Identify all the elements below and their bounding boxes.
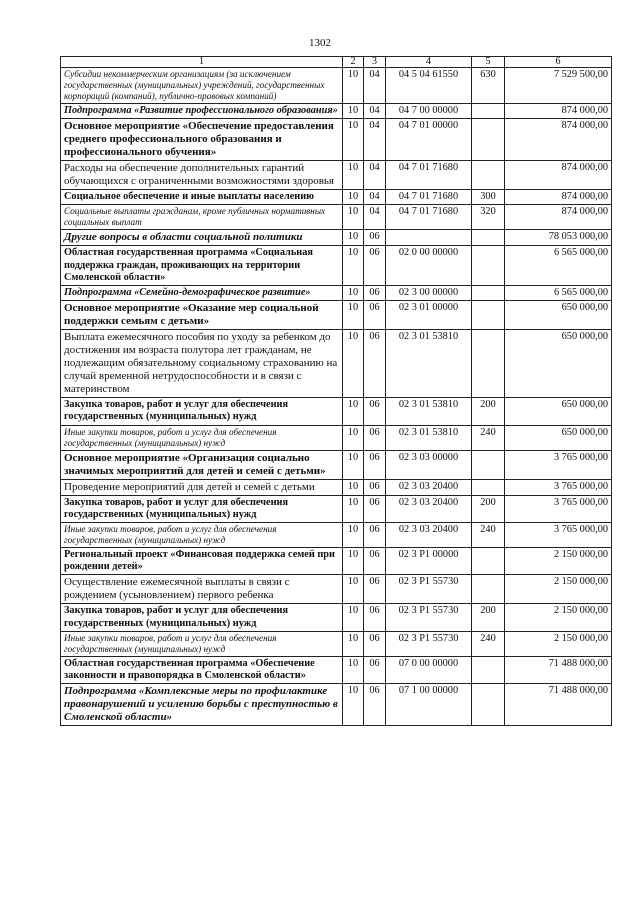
section-cell: 10 <box>343 230 364 246</box>
amount-cell: 650 000,00 <box>505 330 612 398</box>
row-name-cell: Подпрограмма «Развитие профессионального образования» <box>61 104 343 119</box>
subsection-cell: 06 <box>364 286 386 301</box>
expense-type-cell <box>472 450 505 479</box>
section-cell: 10 <box>343 425 364 450</box>
section-cell: 10 <box>343 684 364 726</box>
expense-type-cell <box>472 230 505 246</box>
amount-cell: 71 488 000,00 <box>505 684 612 726</box>
column-header: 3 <box>364 57 386 68</box>
section-cell: 10 <box>343 450 364 479</box>
subsection-cell: 06 <box>364 479 386 495</box>
target-code-cell: 02 3 03 20400 <box>386 523 472 548</box>
table-row <box>61 246 612 286</box>
section-cell: 10 <box>343 523 364 548</box>
expense-type-cell: 240 <box>472 631 505 656</box>
row-name-cell: Другие вопросы в области социальной политики <box>61 230 343 246</box>
subsection-cell: 06 <box>364 684 386 726</box>
section-cell: 10 <box>343 286 364 301</box>
column-header: 5 <box>472 57 505 68</box>
subsection-cell: 06 <box>364 301 386 330</box>
row-name-cell: Иные закупки товаров, работ и услуг для обеспечения государственных (муниципальных) нужд <box>61 425 343 450</box>
section-cell: 10 <box>343 479 364 495</box>
expense-type-cell <box>472 684 505 726</box>
expense-type-cell: 200 <box>472 398 505 425</box>
subsection-cell: 06 <box>364 548 386 575</box>
table-row <box>61 684 612 726</box>
target-code-cell: 07 0 00 00000 <box>386 656 472 683</box>
column-header: 6 <box>505 57 612 68</box>
section-cell: 10 <box>343 631 364 656</box>
table-row <box>61 301 612 330</box>
target-code-cell: 04 7 01 71680 <box>386 190 472 205</box>
subsection-cell: 06 <box>364 330 386 398</box>
row-name-cell: Закупка товаров, работ и услуг для обеспечения государственных (муниципальных) нужд <box>61 604 343 631</box>
subsection-cell: 06 <box>364 495 386 522</box>
expense-type-cell <box>472 286 505 301</box>
amount-cell: 874 000,00 <box>505 205 612 230</box>
expense-type-cell <box>472 330 505 398</box>
amount-cell: 874 000,00 <box>505 119 612 161</box>
amount-cell: 650 000,00 <box>505 398 612 425</box>
amount-cell: 3 765 000,00 <box>505 495 612 522</box>
amount-cell: 2 150 000,00 <box>505 548 612 575</box>
amount-cell: 78 053 000,00 <box>505 230 612 246</box>
subsection-cell: 06 <box>364 604 386 631</box>
amount-cell: 650 000,00 <box>505 425 612 450</box>
table-row <box>61 119 612 161</box>
subsection-cell: 04 <box>364 205 386 230</box>
row-name-cell: Социальное обеспечение и иные выплаты населению <box>61 190 343 205</box>
section-cell: 10 <box>343 330 364 398</box>
section-cell: 10 <box>343 68 364 104</box>
section-cell: 10 <box>343 575 364 604</box>
table-row <box>61 205 612 230</box>
row-name-cell: Субсидии некоммерческим организациям (за исключением государственных (муниципальных) учреждений, государственных корпораций (компаний), публично-правовых компаний) <box>61 68 343 104</box>
section-cell: 10 <box>343 104 364 119</box>
expense-type-cell: 320 <box>472 205 505 230</box>
amount-cell: 874 000,00 <box>505 161 612 190</box>
subsection-cell: 06 <box>364 631 386 656</box>
target-code-cell: 04 7 00 00000 <box>386 104 472 119</box>
target-code-cell: 02 3 01 53810 <box>386 398 472 425</box>
amount-cell: 3 765 000,00 <box>505 523 612 548</box>
expense-type-cell: 200 <box>472 604 505 631</box>
target-code-cell: 02 3 00 00000 <box>386 286 472 301</box>
amount-cell: 3 765 000,00 <box>505 450 612 479</box>
expense-type-cell <box>472 301 505 330</box>
section-cell: 10 <box>343 205 364 230</box>
page-number: 1302 <box>309 37 331 49</box>
expense-type-cell: 300 <box>472 190 505 205</box>
target-code-cell: 04 7 01 71680 <box>386 205 472 230</box>
table-row <box>61 398 612 425</box>
target-code-cell: 02 0 00 00000 <box>386 246 472 286</box>
amount-cell: 3 765 000,00 <box>505 479 612 495</box>
subsection-cell: 06 <box>364 656 386 683</box>
expense-type-cell: 240 <box>472 523 505 548</box>
row-name-cell: Социальные выплаты гражданам, кроме публичных нормативных социальных выплат <box>61 205 343 230</box>
expense-type-cell <box>472 656 505 683</box>
target-code-cell: 02 3 01 53810 <box>386 330 472 398</box>
section-cell: 10 <box>343 656 364 683</box>
target-code-cell: 02 3 P1 55730 <box>386 604 472 631</box>
amount-cell: 650 000,00 <box>505 301 612 330</box>
target-code-cell: 02 3 P1 00000 <box>386 548 472 575</box>
section-cell: 10 <box>343 398 364 425</box>
expense-type-cell <box>472 548 505 575</box>
table-row <box>61 230 612 246</box>
subsection-cell: 04 <box>364 104 386 119</box>
table-row <box>61 330 612 398</box>
target-code-cell: 04 5 04 61550 <box>386 68 472 104</box>
amount-cell: 6 565 000,00 <box>505 246 612 286</box>
table-row <box>61 450 612 479</box>
row-name-cell: Основное мероприятие «Оказание мер социальной поддержки семьям с детьми» <box>61 301 343 330</box>
row-name-cell: Подпрограмма «Комплексные меры по профилактике правонарушений и усилению борьбы с преступностью в Смоленской области» <box>61 684 343 726</box>
target-code-cell: 04 7 01 00000 <box>386 119 472 161</box>
row-name-cell: Основное мероприятие «Организация социально значимых мероприятий для детей и семей с детьми» <box>61 450 343 479</box>
table-row <box>61 479 612 495</box>
section-cell: 10 <box>343 190 364 205</box>
row-name-cell: Региональный проект «Финансовая поддержка семей при рождении детей» <box>61 548 343 575</box>
target-code-cell: 02 3 P1 55730 <box>386 575 472 604</box>
target-code-cell: 02 3 03 20400 <box>386 479 472 495</box>
table-row <box>61 190 612 205</box>
section-cell: 10 <box>343 246 364 286</box>
target-code-cell: 02 3 03 20400 <box>386 495 472 522</box>
section-cell: 10 <box>343 495 364 522</box>
budget-table <box>60 56 612 726</box>
subsection-cell: 04 <box>364 119 386 161</box>
expense-type-cell <box>472 104 505 119</box>
section-cell: 10 <box>343 119 364 161</box>
amount-cell: 2 150 000,00 <box>505 604 612 631</box>
row-name-cell: Выплата ежемесячного пособия по уходу за ребенком до достижения им возраста полутора лет гражданам, не подлежащим обязательному социальному страхованию на случай временной нетрудоспособности и в связи с материнством <box>61 330 343 398</box>
row-name-cell: Подпрограмма «Семейно-демографическое развитие» <box>61 286 343 301</box>
expense-type-cell: 200 <box>472 495 505 522</box>
section-cell: 10 <box>343 604 364 631</box>
section-cell: 10 <box>343 548 364 575</box>
row-name-cell: Иные закупки товаров, работ и услуг для обеспечения государственных (муниципальных) нужд <box>61 523 343 548</box>
subsection-cell: 04 <box>364 161 386 190</box>
table-row <box>61 604 612 631</box>
table-row <box>61 548 612 575</box>
expense-type-cell: 630 <box>472 68 505 104</box>
table-row <box>61 575 612 604</box>
table-row <box>61 68 612 104</box>
subsection-cell: 06 <box>364 523 386 548</box>
subsection-cell: 06 <box>364 425 386 450</box>
table-row <box>61 523 612 548</box>
amount-cell: 874 000,00 <box>505 190 612 205</box>
table-row <box>61 425 612 450</box>
subsection-cell: 06 <box>364 230 386 246</box>
table-row <box>61 631 612 656</box>
target-code-cell: 02 3 01 00000 <box>386 301 472 330</box>
table-header-row <box>61 57 612 68</box>
section-cell: 10 <box>343 161 364 190</box>
subsection-cell: 06 <box>364 246 386 286</box>
target-code-cell <box>386 230 472 246</box>
row-name-cell: Иные закупки товаров, работ и услуг для обеспечения государственных (муниципальных) нужд <box>61 631 343 656</box>
row-name-cell: Закупка товаров, работ и услуг для обеспечения государственных (муниципальных) нужд <box>61 398 343 425</box>
amount-cell: 71 488 000,00 <box>505 656 612 683</box>
expense-type-cell <box>472 161 505 190</box>
column-header: 4 <box>386 57 472 68</box>
subsection-cell: 04 <box>364 190 386 205</box>
amount-cell: 2 150 000,00 <box>505 631 612 656</box>
table-row <box>61 161 612 190</box>
section-cell: 10 <box>343 301 364 330</box>
target-code-cell: 07 1 00 00000 <box>386 684 472 726</box>
row-name-cell: Расходы на обеспечение дополнительных гарантий обучающихся с ограниченными возможностями здоровья <box>61 161 343 190</box>
expense-type-cell <box>472 119 505 161</box>
row-name-cell: Основное мероприятие «Обеспечение предоставления среднего профессионального образования и профессионального обучения» <box>61 119 343 161</box>
row-name-cell: Областная государственная программа «Обеспечение законности и правопорядка в Смоленской области» <box>61 656 343 683</box>
amount-cell: 874 000,00 <box>505 104 612 119</box>
amount-cell: 2 150 000,00 <box>505 575 612 604</box>
table-row <box>61 104 612 119</box>
row-name-cell: Областная государственная программа «Социальная поддержка граждан, проживающих на территории Смоленской области» <box>61 246 343 286</box>
row-name-cell: Осуществление ежемесячной выплаты в связи с рождением (усыновлением) первого ребенка <box>61 575 343 604</box>
amount-cell: 7 529 500,00 <box>505 68 612 104</box>
target-code-cell: 02 3 P1 55730 <box>386 631 472 656</box>
column-header: 2 <box>343 57 364 68</box>
target-code-cell: 02 3 03 00000 <box>386 450 472 479</box>
expense-type-cell <box>472 479 505 495</box>
amount-cell: 6 565 000,00 <box>505 286 612 301</box>
subsection-cell: 06 <box>364 450 386 479</box>
subsection-cell: 04 <box>364 68 386 104</box>
expense-type-cell <box>472 575 505 604</box>
row-name-cell: Закупка товаров, работ и услуг для обеспечения государственных (муниципальных) нужд <box>61 495 343 522</box>
subsection-cell: 06 <box>364 575 386 604</box>
table-row <box>61 495 612 522</box>
target-code-cell: 02 3 01 53810 <box>386 425 472 450</box>
expense-type-cell <box>472 246 505 286</box>
table-row <box>61 656 612 683</box>
row-name-cell: Проведение мероприятий для детей и семей с детьми <box>61 479 343 495</box>
table-row <box>61 286 612 301</box>
target-code-cell: 04 7 01 71680 <box>386 161 472 190</box>
subsection-cell: 06 <box>364 398 386 425</box>
expense-type-cell: 240 <box>472 425 505 450</box>
column-header: 1 <box>61 57 343 68</box>
